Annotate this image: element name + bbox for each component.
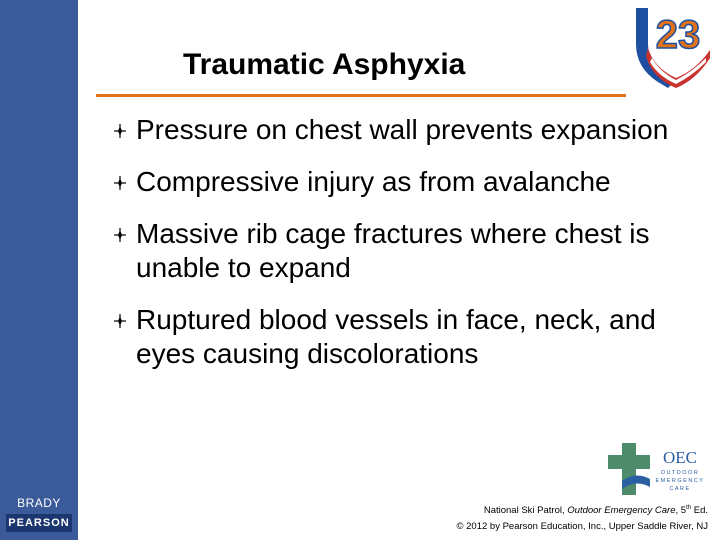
credit-book-title: Outdoor Emergency Care bbox=[567, 505, 676, 517]
oec-cross-icon bbox=[608, 443, 650, 495]
oec-line3: CARE bbox=[669, 486, 691, 492]
bullet-text: Massive rib cage fractures where chest is unable to expand bbox=[136, 218, 650, 283]
slide-title: Traumatic Asphyxia bbox=[183, 48, 466, 81]
bullet-text: Compressive injury as from avalanche bbox=[136, 166, 611, 197]
compass-star-bullet-icon bbox=[112, 313, 128, 329]
credit-publisher: National Ski Patrol, bbox=[483, 505, 568, 517]
credit-edition-number: , 5 bbox=[675, 505, 687, 517]
oec-line2: EMERGENCY bbox=[655, 478, 705, 484]
compass-star-bullet-icon bbox=[112, 123, 128, 139]
credit-edition-label: Ed. bbox=[691, 505, 708, 517]
oec-line1: OUTDOOR bbox=[660, 470, 700, 476]
brady-label: BRADY bbox=[17, 496, 61, 510]
compass-star-bullet-icon bbox=[112, 175, 128, 191]
bullet-text: Pressure on chest wall prevents expansion bbox=[136, 114, 669, 145]
bullet-item bbox=[112, 303, 702, 371]
credit-edition-suffix: th bbox=[686, 505, 692, 511]
oec-abbrev: OEC bbox=[663, 448, 697, 467]
bullet-list bbox=[112, 113, 702, 389]
title-underline bbox=[96, 94, 626, 97]
bullet-item bbox=[112, 217, 702, 285]
credit-line-2: © 2012 by Pearson Education, Inc., Upper Saddle River, NJ bbox=[456, 521, 708, 533]
badge-number: 23 bbox=[655, 13, 701, 57]
left-sidebar-band bbox=[0, 0, 78, 540]
pearson-logo: PEARSON bbox=[6, 514, 72, 532]
bullet-text: Ruptured blood vessels in face, neck, and eyes causing discolorations bbox=[136, 304, 656, 369]
compass-star-bullet-icon bbox=[112, 227, 128, 243]
credit-line-1 bbox=[457, 500, 709, 519]
bullet-item bbox=[112, 165, 702, 199]
bullet-item bbox=[112, 113, 702, 147]
chapter-badge bbox=[630, 4, 714, 94]
source-credit bbox=[457, 500, 709, 535]
oec-logo bbox=[606, 441, 710, 497]
